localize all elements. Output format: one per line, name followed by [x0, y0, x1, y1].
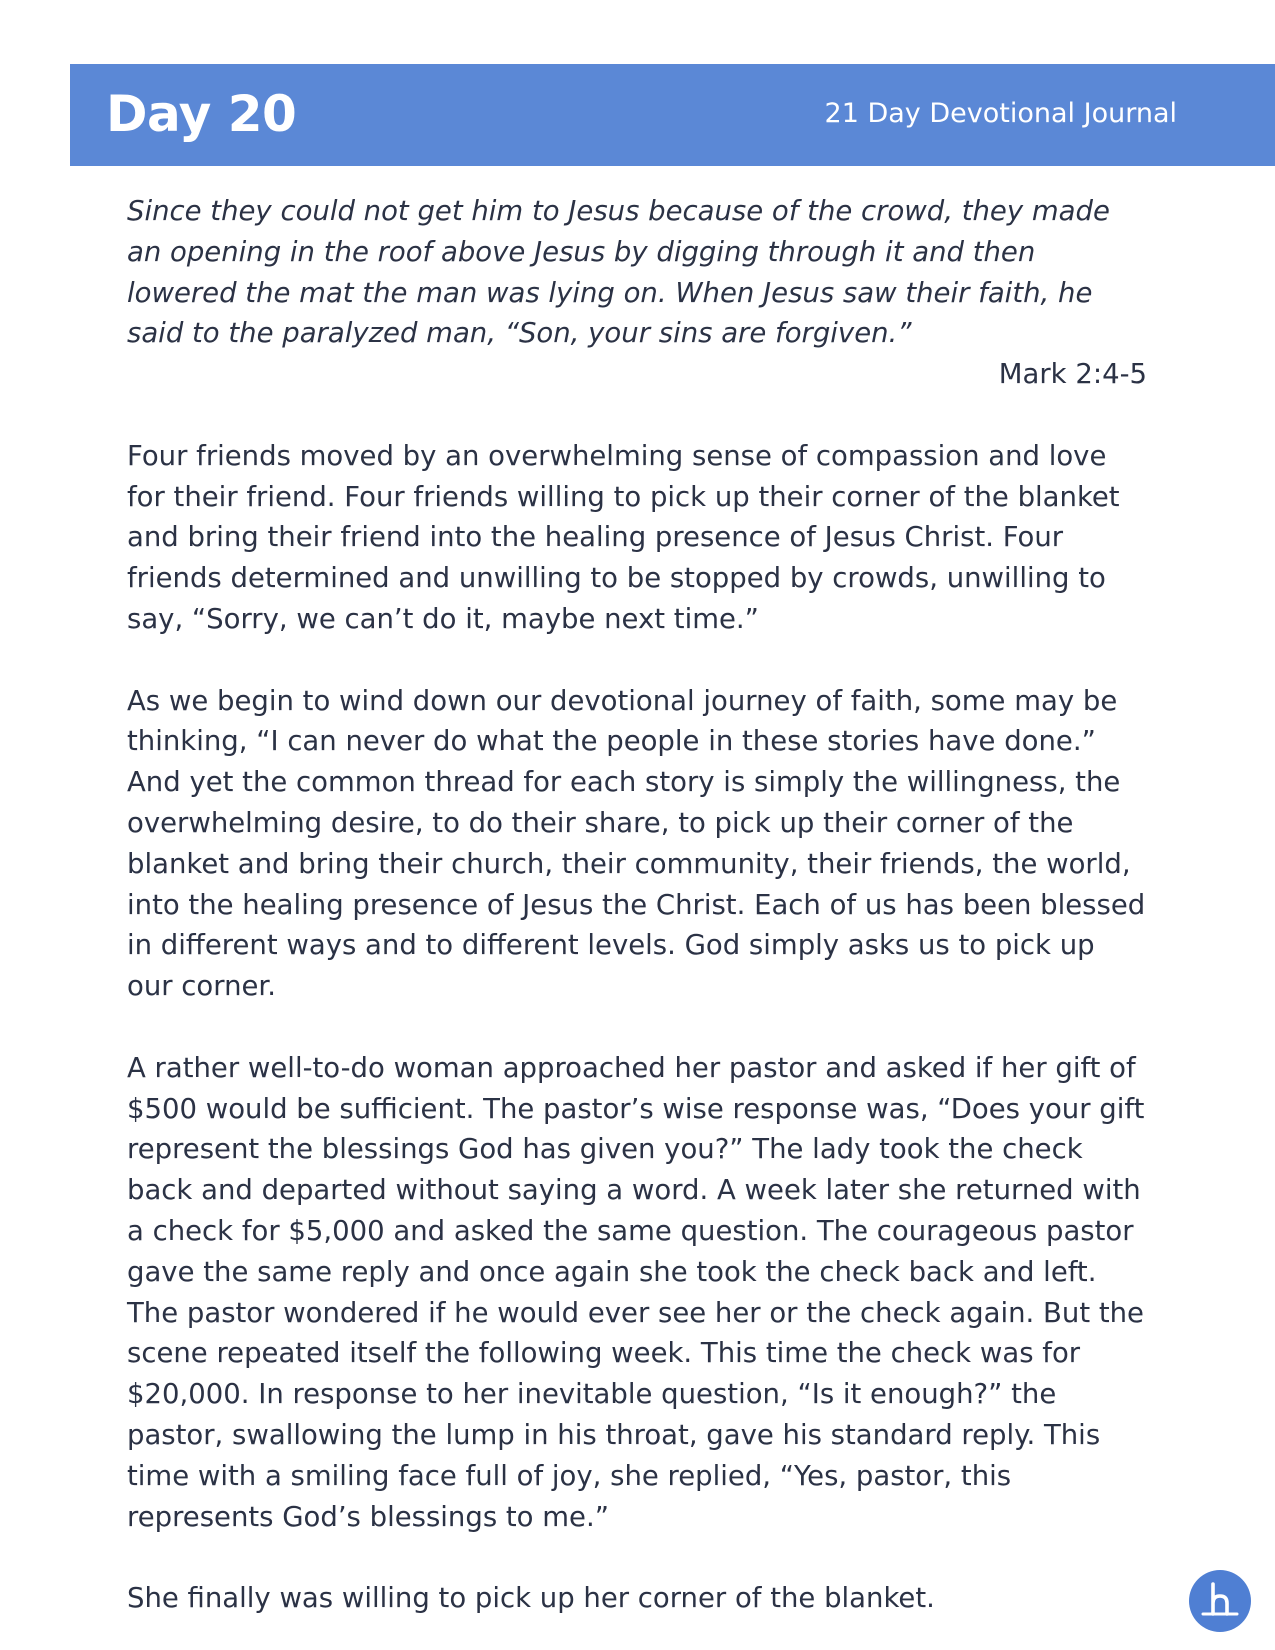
body-paragraph: A rather well-to-do woman approached her pastor and asked if her gift of $500 would be sufficient. The pastor’s wise response was, “Does your gift represent the blessings God has given you?” The lady took the check back and departed without saying a word. A week later she returned with a check for $5,000 and asked the same question. The courageous pastor gave the same reply and once again she took the check back and left. The pastor wondered if he would ever see her or the check again. But the scene repeated itself the following week. This time the check was for $20,000. In response to her inevitable question, “Is it enough?” the pastor, swallowing the lump in his throat, gave his standard reply. This time with a smiling face full of joy, she replied, “Yes, pastor, this represents God’s blessings to me.” [127, 1051, 1145, 1533]
scripture-reference: Mark 2:4-5 [998, 358, 1147, 391]
body-paragraph: As we begin to wind down our devotional journey of faith, some may be thinking, “I can never do what the people in these stories have done.” And yet the common thread for each story is simply the willingness, the overwhelming desire, to do their share, to pick up their corner of the blanket and bring their church, their community, their friends, the world, into the healing presence of Jesus the Christ. Each of us has been blessed in different ways and to different levels. God simply asks us to pick up our corner. [127, 684, 1146, 1003]
header-bar [70, 64, 1275, 166]
scripture-quote: Since they could not get him to Jesus because of the crowd, they made an opening in the roof above Jesus by digging through it and then lowered the mat the man was lying on. When Jesus saw their faith, he said to the paralyzed man, “Son, your sins are forgiven.” [127, 195, 1110, 350]
h-logo-icon [1189, 1570, 1251, 1632]
devotional-content [127, 191, 1147, 1619]
journal-title: 21 Day Devotional Journal [824, 98, 1177, 129]
h-logo-glyph-icon [1189, 1570, 1251, 1632]
body-paragraph: She finally was willing to pick up her corner of the blanket. [127, 1582, 935, 1615]
body-paragraph: Four friends moved by an overwhelming sense of compassion and love for their friend. Four friends willing to pick up their corner of the blanket and bring their friend into the healing presence of Jesus Christ. Four friends determined and unwilling to be stopped by crowds, unwilling to say, “Sorry, we can’t do it, maybe next time.” [127, 439, 1120, 635]
page-title: Day 20 [106, 85, 297, 143]
